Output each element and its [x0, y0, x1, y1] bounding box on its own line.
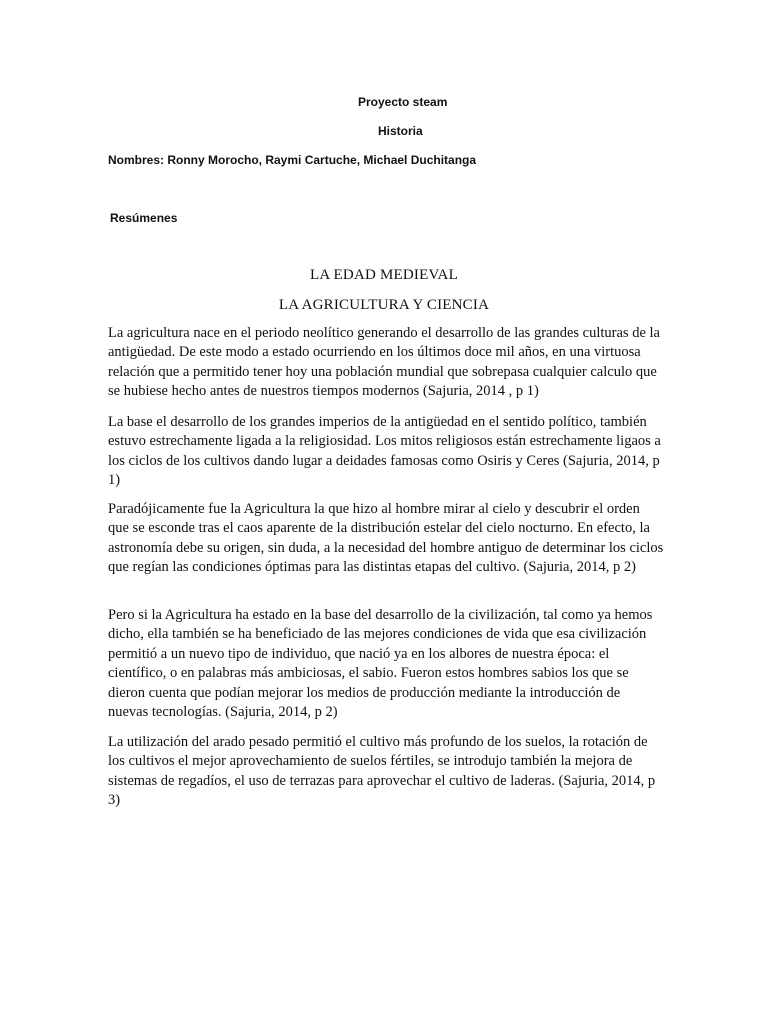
section-heading: Resúmenes — [110, 211, 178, 225]
paragraph-2: La base el desarrollo de los grandes imperios de la antigüedad en el sentido político, también estuvo estrechamente ligada a la religiosidad. Los mitos religiosos están estrechamente ligaos a los ciclos de los cultivos dando lugar a deidades famosas como Osiris y Ceres (Sajuria, 2014, p 1) — [108, 414, 661, 489]
subject-heading: Historia — [378, 124, 423, 138]
document-title: LA EDAD MEDIEVAL — [310, 267, 458, 283]
document-subtitle: LA AGRICULTURA Y CIENCIA — [278, 297, 490, 313]
project-heading: Proyecto steam — [358, 95, 448, 109]
paragraph-3: Paradójicamente fue la Agricultura la que hizo al hombre mirar al cielo y descubrir el orden que se esconde tras el caos aparente de la distribución estelar del cielo nocturno. En efecto, la astronomía debe su origen, sin duda, a la necesidad del hombre antiguo de determinar los ciclos que regían las condiciones óptimas para las distintas etapas del cultivo. (Sajuria, 2014, p 2) — [108, 501, 664, 576]
paragraph-5: La utilización del arado pesado permitió el cultivo más profundo de los suelos, la rotación de los cultivos el mejor aprovechamiento de suelos fértiles, se introdujo también la mejora de sistemas de regadíos, el uso de terrazas para aprovechar el cultivo de laderas. (Sajuria, 2014, p 3) — [108, 734, 656, 809]
author-names: Nombres: Ronny Morocho, Raymi Cartuche, Michael Duchitanga — [108, 153, 477, 167]
paragraph-1: La agricultura nace en el periodo neolítico generando el desarrollo de las grandes culturas de la antigüedad. De este modo a estado ocurriendo en los últimos doce mil años, en una virtuosa relación que a permitido tener hoy una población mundial que sobrepasa cualquier calculo que se hubiese hecho antes de nuestros tiempos modernos (Sajuria, 2014 , p 1) — [108, 325, 660, 400]
paragraph-4: Pero si la Agricultura ha estado en la base del desarrollo de la civilización, tal como ya hemos dicho, ella también se ha beneficiado de las mejores condiciones de vida que esa civilización permitió a un nuevo tipo de individuo, que nació ya en los albores de nuestra época: el científico, o en palabras más ambiciosas, el sabio. Fueron estos hombres sabios los que se dieron cuenta que podían mejorar los medios de producción mediante la introducción de nuevas tecnologías. (Sajuria, 2014, p 2) — [108, 607, 653, 721]
